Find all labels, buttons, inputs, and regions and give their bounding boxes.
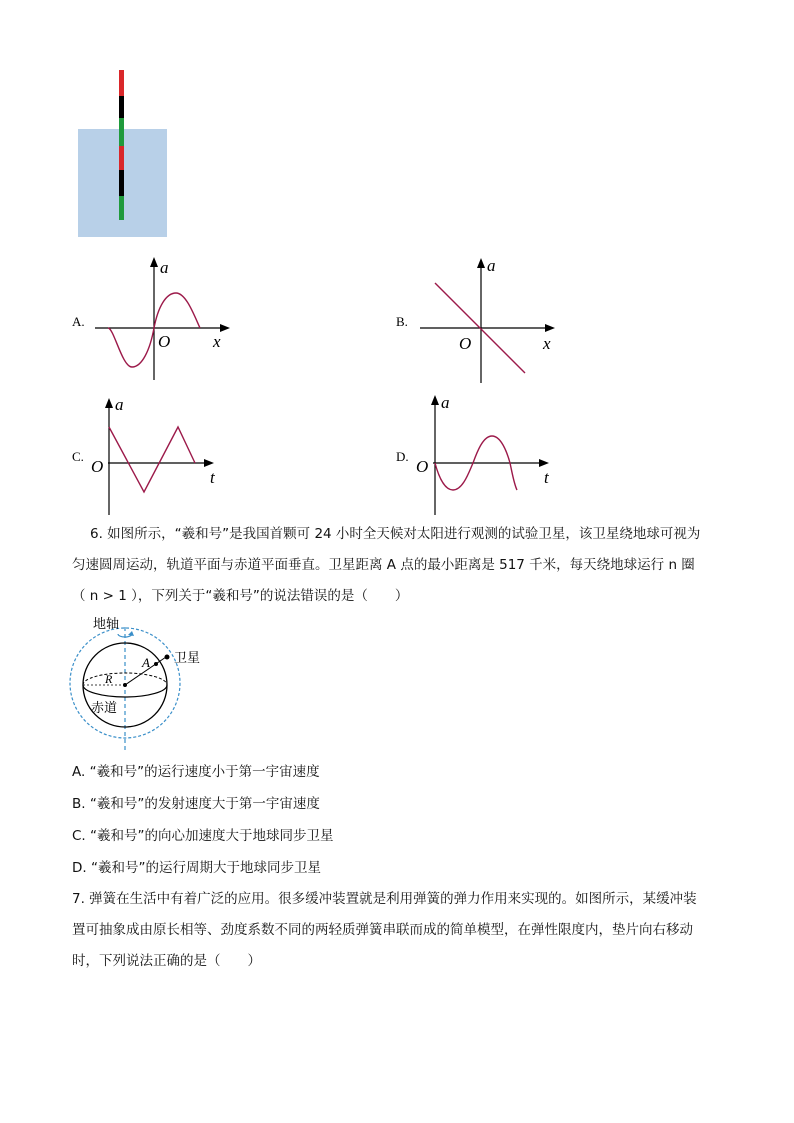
center-point bbox=[123, 683, 127, 687]
x-axis-label: x bbox=[213, 332, 221, 351]
point-a-label: A bbox=[142, 655, 150, 670]
y-axis-label: a bbox=[160, 258, 169, 277]
x-axis-label: t bbox=[544, 468, 549, 487]
satellite-point bbox=[165, 655, 170, 660]
radius-label: R bbox=[105, 672, 113, 686]
option-d-graph bbox=[413, 390, 563, 520]
question-6-option-a: A. “羲和号”的运行速度小于第一宇宙速度 bbox=[72, 764, 320, 780]
triangle-wave bbox=[109, 427, 195, 492]
option-d-label: D. bbox=[396, 449, 409, 464]
question-6-line-2: 匀速圆周运动，轨道平面与赤道平面垂直。卫星距离 A 点的最小距离是 517 千米，每天绕地球运行 n 圈 bbox=[72, 557, 695, 573]
rod-segment-red-bottom bbox=[119, 146, 124, 170]
question-6-option-c: C. “羲和号”的向心加速度大于地球同步卫星 bbox=[72, 828, 334, 844]
rod-in-water-figure bbox=[70, 62, 180, 247]
question-7-line-1: 7. 弹簧在生活中有着广泛的应用。很多缓冲装置就是利用弹簧的弹力作用来实现的。如图所示，某缓冲装 bbox=[72, 891, 697, 907]
option-a-graph bbox=[90, 255, 240, 385]
x-axis-label: x bbox=[543, 334, 551, 353]
rod-segment-green-top bbox=[119, 118, 124, 146]
question-6-option-d: D. “羲和号”的运行周期大于地球同步卫星 bbox=[72, 860, 321, 876]
option-b-graph bbox=[415, 255, 565, 385]
y-axis-label: a bbox=[487, 256, 496, 275]
rod-segment-red-top bbox=[119, 70, 124, 96]
question-7-line-3: 时，下列说法正确的是（ ） bbox=[72, 953, 261, 969]
option-c-label: C. bbox=[72, 449, 84, 464]
option-c-graph bbox=[88, 395, 223, 520]
x-axis-label: t bbox=[210, 468, 215, 487]
question-6-line-1: 6. 如图所示，“羲和号”是我国首颗可 24 小时全天候对太阳进行观测的试验卫星，该卫星绕地球可视为 bbox=[90, 526, 701, 542]
satellite-label: 卫星 bbox=[174, 650, 201, 665]
option-a-label: A. bbox=[72, 314, 85, 329]
question-6-line-3: （ n > 1 ），下列关于“羲和号”的说法错误的是（ ） bbox=[72, 588, 409, 604]
point-a bbox=[154, 662, 158, 666]
origin-label: O bbox=[91, 457, 104, 476]
question-7-line-2: 置可抽象成由原长相等、劲度系数不同的两轻质弹簧串联而成的简单模型，在弹性限度内，垫片向右移动 bbox=[72, 922, 693, 938]
axis-label: 地轴 bbox=[93, 616, 120, 631]
origin-label: O bbox=[158, 332, 171, 351]
question-6-option-b: B. “羲和号”的发射速度大于第一宇宙速度 bbox=[72, 796, 320, 812]
origin-label: O bbox=[416, 457, 429, 476]
rod-segment-green-bottom bbox=[119, 196, 124, 220]
rod-segment-black-top bbox=[119, 96, 124, 118]
earth-satellite-figure bbox=[68, 615, 228, 755]
origin-label: O bbox=[459, 334, 472, 353]
rod-segment-black-bottom bbox=[119, 170, 124, 196]
equator-label: 赤道 bbox=[91, 700, 118, 715]
option-b-label: B. bbox=[396, 314, 408, 329]
y-axis-label: a bbox=[441, 393, 450, 412]
y-axis-label: a bbox=[115, 395, 124, 414]
